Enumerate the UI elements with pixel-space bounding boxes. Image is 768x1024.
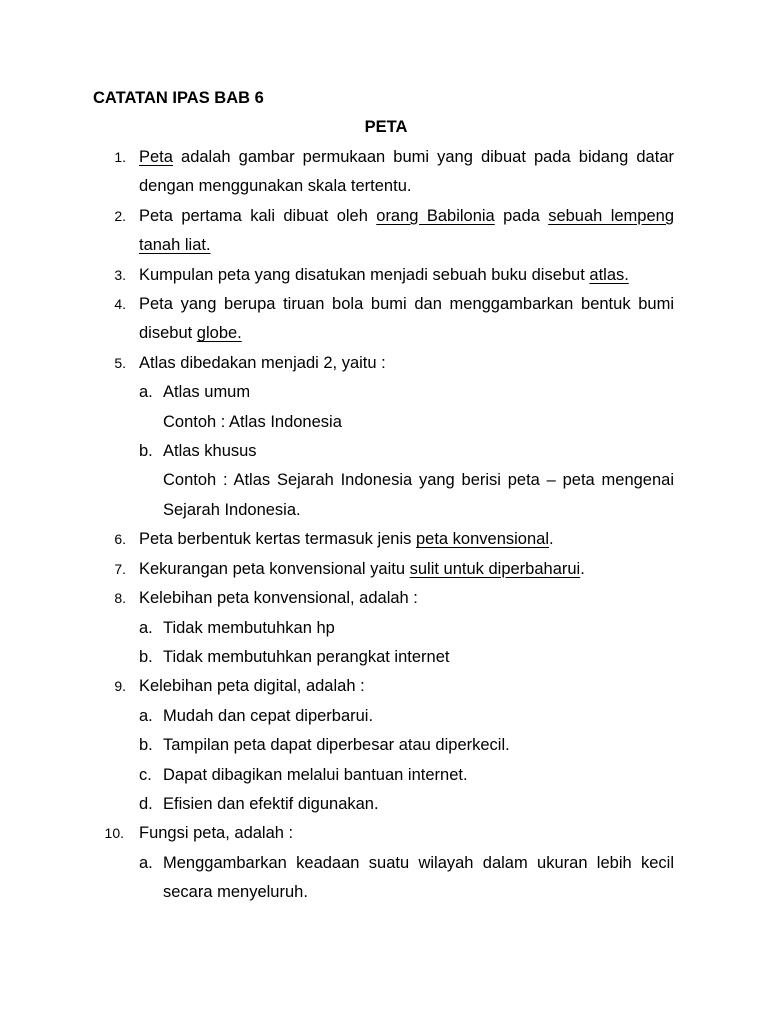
sub-list-item-letter: c.	[139, 765, 152, 784]
list-item	[0, 349, 768, 525]
text-span: Kumpulan peta yang disatukan menjadi sebuah buku disebut	[139, 265, 590, 284]
sub-list-item-text: Atlas umum	[163, 383, 251, 402]
list-item-number: 3.	[114, 266, 126, 283]
list-item-number: 10.	[104, 825, 124, 842]
list-item-text	[139, 672, 674, 701]
sub-list-item-text: Tidak membutuhkan perangkat internet	[163, 647, 450, 666]
list-item-text	[139, 143, 674, 202]
text-span: Peta berbentuk kertas termasuk jenis	[139, 530, 416, 549]
list-item	[0, 290, 768, 349]
numbered-list	[0, 143, 768, 908]
sub-list-item-letter: a.	[139, 706, 153, 725]
text-span: .	[549, 530, 554, 549]
sub-list-item	[0, 643, 768, 672]
sub-list-item	[0, 731, 768, 760]
list-item-number: 9.	[114, 678, 126, 695]
list-item	[0, 584, 768, 672]
text-span: adalah gambar permukaan bumi yang dibuat pada bidang datar dengan menggunakan skala tertentu.	[139, 148, 674, 196]
list-item-number: 7.	[114, 560, 126, 577]
sub-list-item-letter: d.	[139, 794, 153, 813]
list-item-text	[139, 584, 674, 613]
list-item	[0, 525, 768, 554]
sub-list-item	[0, 614, 768, 643]
list-item-number: 1.	[114, 149, 126, 165]
sub-list-item	[0, 790, 768, 819]
list-item	[0, 555, 768, 584]
text-span: Kekurangan peta konvensional yaitu	[139, 559, 410, 578]
list-item-text	[139, 261, 674, 290]
list-item-number: 8.	[114, 590, 126, 607]
example-text: Contoh : Atlas Sejarah Indonesia yang berisi peta – peta mengenai Sejarah Indonesia.	[163, 471, 674, 519]
sub-list-item	[0, 378, 768, 437]
list-item-number: 4.	[114, 296, 126, 313]
sub-list-item-letter: b.	[139, 736, 153, 755]
sub-list-item-text: Mudah dan cepat diperbarui.	[163, 706, 374, 725]
sub-list-item-text: Efisien dan efektif digunakan.	[163, 794, 379, 813]
underlined-term: sulit untuk diperbaharui	[409, 559, 581, 578]
list-item-text	[139, 525, 674, 554]
list-item-text	[139, 555, 674, 584]
underlined-term: peta konvensional	[415, 530, 549, 549]
sub-list-item-text: Menggambarkan keadaan suatu wilayah dalam ukuran lebih kecil secara menyeluruh.	[163, 853, 674, 902]
text-span: Kelebihan peta konvensional, adalah :	[139, 589, 418, 608]
list-item	[0, 261, 768, 290]
text-span: .	[580, 559, 585, 578]
sub-list-item	[0, 761, 768, 790]
sub-list-item-letter: b.	[139, 442, 153, 461]
list-item	[0, 672, 768, 819]
list-item	[0, 202, 768, 261]
list-item	[0, 819, 768, 907]
underlined-term: orang Babilonia	[376, 206, 495, 225]
list-item-number: 2.	[114, 207, 126, 224]
text-span: Peta yang berupa tiruan bola bumi dan menggambarkan bentuk bumi disebut	[139, 295, 674, 343]
text-span: Atlas dibedakan menjadi 2, yaitu :	[139, 353, 386, 372]
document-subtitle: PETA	[364, 118, 408, 136]
sub-list-item-text: Tidak membutuhkan hp	[163, 618, 335, 637]
underlined-term: globe.	[196, 324, 242, 343]
sub-list-item	[0, 849, 768, 908]
list-item-number: 6.	[114, 531, 126, 548]
text-span: pada	[494, 206, 549, 225]
list-item-text	[139, 819, 674, 848]
underlined-term: atlas.	[589, 265, 629, 284]
sub-list-item-letter: a.	[139, 853, 153, 872]
sub-list-item-letter: a.	[139, 618, 153, 637]
sub-list-item	[0, 702, 768, 731]
sub-list-item-text: Dapat dibagikan melalui bantuan internet.	[163, 765, 468, 784]
text-span: Peta pertama kali dibuat oleh	[139, 206, 377, 225]
underlined-term: Peta	[139, 148, 173, 166]
list-item-number: 5.	[114, 354, 126, 371]
underlined-term: sebuah lempeng tanah liat.	[139, 206, 675, 255]
list-item-text	[139, 290, 674, 349]
list-item	[0, 143, 768, 202]
sub-list-item-letter: b.	[139, 647, 153, 666]
sub-list-item-text: Tampilan peta dapat diperbesar atau diperkecil.	[163, 736, 510, 755]
sub-list-item-letter: a.	[139, 383, 153, 402]
list-item-text	[139, 202, 674, 261]
sub-list-item	[0, 437, 768, 525]
text-span: Fungsi peta, adalah :	[139, 824, 294, 843]
example-text: Contoh : Atlas Indonesia	[163, 412, 342, 431]
sub-list-item-text: Atlas khusus	[163, 442, 257, 461]
document-title: CATATAN IPAS BAB 6	[93, 89, 264, 107]
text-span: Kelebihan peta digital, adalah :	[139, 677, 365, 696]
list-item-text	[139, 349, 674, 378]
